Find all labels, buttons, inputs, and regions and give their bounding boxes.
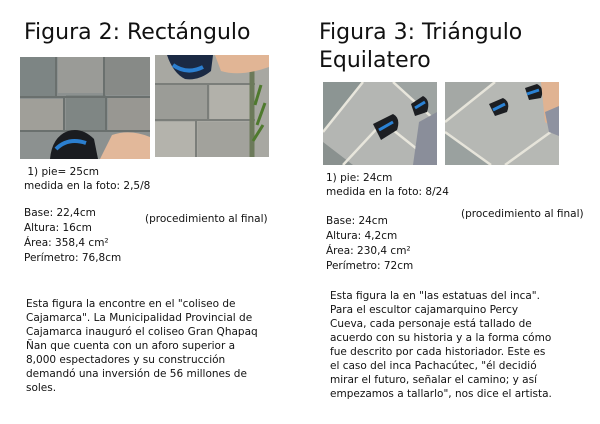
- fig3-description-line: Para el escultor cajamarquino Percy: [330, 304, 519, 316]
- fig3-description-line: acuerdo con su historia y a la forma cómo: [330, 332, 552, 344]
- fig2-description: [26, 297, 258, 395]
- fig3-area: Área: 230,4 cm²: [326, 245, 411, 257]
- fig3-title-line2: Equilatero: [319, 48, 431, 73]
- fig2-photo-shoes: [20, 57, 150, 159]
- fig2-description-line: Cajamarca". La Municipalidad Provincial de: [26, 312, 253, 324]
- fig2-area: Área: 358,4 cm²: [24, 237, 109, 249]
- fig3-photo-shoes-right: [445, 82, 559, 165]
- fig3-height: Altura: 4,2cm: [326, 230, 398, 242]
- fig2-description-line: Esta figura la encontre en el "coliseo de: [26, 298, 236, 310]
- fig3-perimeter: Perímetro: 72cm: [326, 260, 414, 272]
- fig2-perimeter: Perímetro: 76,8cm: [24, 252, 122, 264]
- fig3-photo-shoes-left: [323, 82, 437, 165]
- fig3-description-line: Cueva, cada personaje está tallado de: [330, 318, 532, 330]
- fig3-measure-foot: 1) pie: 24cm: [326, 172, 393, 184]
- fig2-description-line: demandó una inversión de 56 millones de: [26, 368, 247, 380]
- fig2-description-line: Cajamarca inauguró el coliseo Gran Qhapaq: [26, 326, 258, 338]
- fig2-title: Figura 2: Rectángulo: [24, 20, 251, 45]
- fig3-base: Base: 24cm: [326, 215, 388, 227]
- fig3-description-line: Esta figura la en "las estatuas del inca".: [330, 290, 540, 302]
- fig3-measure-photo: medida en la foto: 8/24: [326, 186, 449, 198]
- fig2-photo-pavement: [155, 55, 269, 157]
- fig2-base: Base: 22,4cm: [24, 207, 96, 219]
- fig3-description-line: fue descrito por cada historiador. Este es: [330, 346, 546, 358]
- fig3-description: [330, 289, 552, 401]
- fig3-procedure-note: (procedimiento al final): [461, 208, 584, 220]
- fig3-title-line1: Figura 3: Triángulo: [319, 20, 523, 45]
- fig2-description-line: 8,000 espectadores y su construcción: [26, 354, 226, 366]
- fig2-height: Altura: 16cm: [24, 222, 92, 234]
- fig3-description-line: empezamos a tallarlo", nos dice el artista.: [330, 388, 552, 400]
- fig3-description-line: mirar el futuro, señalar el camino; y así: [330, 374, 537, 386]
- fig2-procedure-note: (procedimiento al final): [145, 213, 268, 225]
- fig2-measure-photo: medida en la foto: 2,5/8: [24, 180, 151, 192]
- fig2-description-line: Ñan que cuenta con un aforo superior a: [26, 340, 236, 352]
- fig2-description-line: soles.: [26, 382, 57, 394]
- fig2-measure-foot: 1) pie= 25cm: [24, 166, 99, 178]
- fig3-description-line: el caso del inca Pachacútec, "él decidió: [330, 360, 537, 372]
